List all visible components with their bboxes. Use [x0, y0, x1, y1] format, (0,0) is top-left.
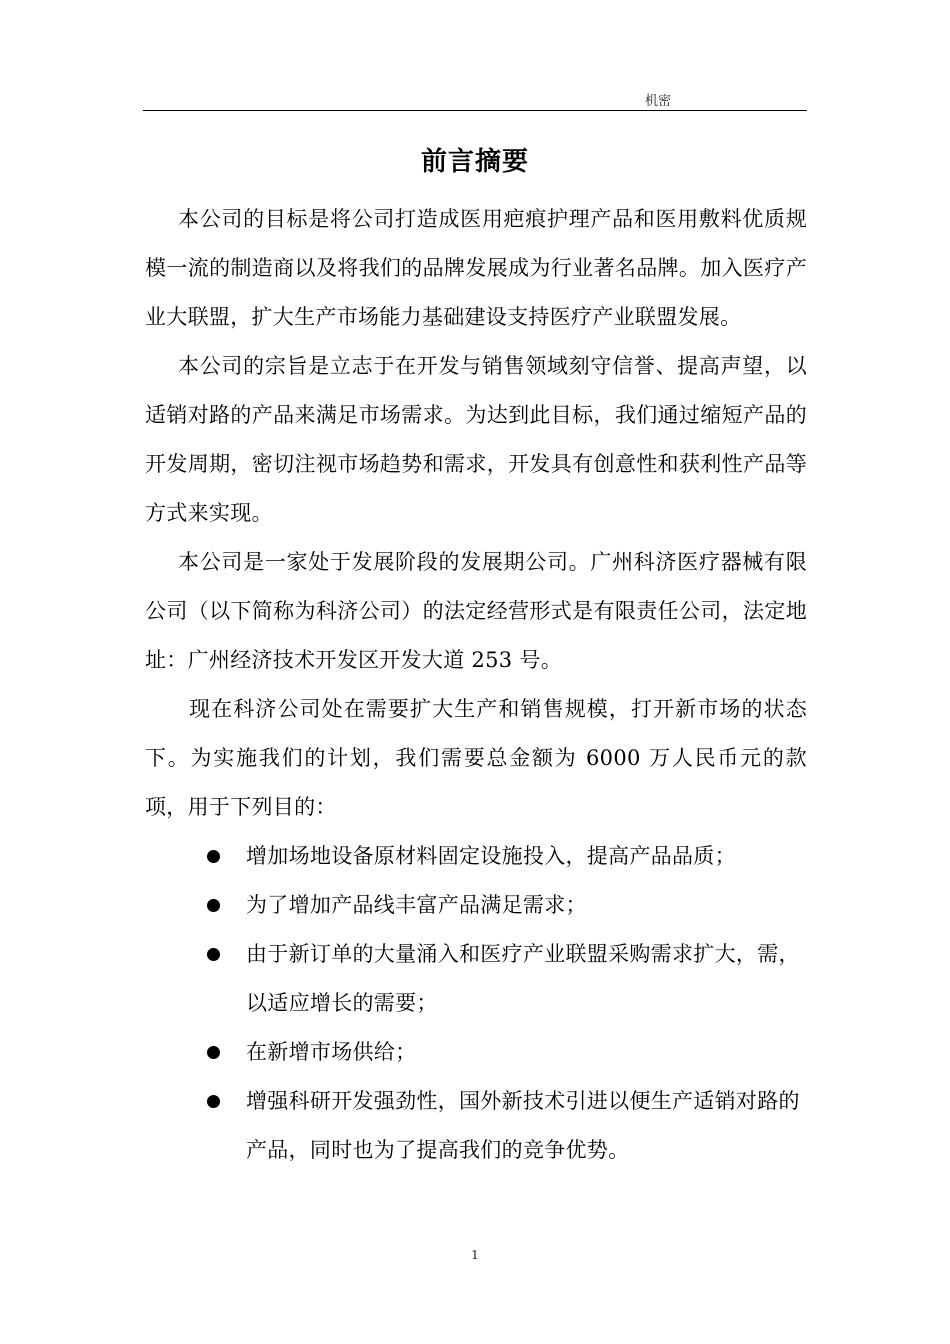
page-header	[143, 88, 807, 111]
bullet-icon	[207, 1046, 220, 1059]
document-body	[145, 195, 807, 1175]
bullet-icon	[207, 850, 220, 863]
paragraph-goal: 本公司的目标是将公司打造成医用疤痕护理产品和医用敷料优质规模一流的制造商以及将我们的品牌发展成为行业著名品牌。加入医疗产业大联盟，扩大生产市场能力基础建设支持医疗产业联盟发展。	[145, 207, 807, 329]
list-item-text: 增强科研开发强劲性，国外新技术引进以便生产适销对路的产品，同时也为了提高我们的竞争优势。	[246, 1089, 800, 1162]
list-item	[145, 881, 807, 930]
paragraph-funding: 现在科济公司处在需要扩大生产和销售规模，打开新市场的状态下。为实施我们的计划，我们需要总金额为 6000 万人民币元的款项，用于下列目的：	[145, 697, 807, 819]
page-number: 1	[471, 1248, 479, 1262]
bullet-icon	[207, 948, 220, 961]
list-item-text: 在新增市场供给；	[246, 1040, 417, 1064]
page-title: 前言摘要	[420, 147, 529, 177]
paragraph-mission: 本公司的宗旨是立志于在开发与销售领域刻守信誉、提高声望，以适销对路的产品来满足市场需求。为达到此目标，我们通过缩短产品的开发周期，密切注视市场趋势和需求，开发具有创意性和获利性产品等方式来实现。	[145, 354, 807, 525]
list-item-text: 增加场地设备原材料固定设施投入，提高产品品质；	[246, 844, 736, 868]
bullet-icon	[207, 899, 220, 912]
confidential-label: 机密	[644, 94, 671, 109]
list-item	[145, 1028, 807, 1077]
bullet-icon	[207, 1095, 220, 1108]
paragraph-company-info: 本公司是一家处于发展阶段的发展期公司。广州科济医疗器械有限公司（以下简称为科济公司）的法定经营形式是有限责任公司，法定地址：广州经济技术开发区开发大道 253 号。	[145, 550, 807, 672]
list-item	[145, 1077, 807, 1175]
list-item-text: 为了增加产品线丰富产品满足需求；	[246, 893, 587, 917]
list-item	[145, 832, 807, 881]
list-item	[145, 930, 807, 1028]
funding-purpose-list	[145, 832, 807, 1175]
list-item-text: 由于新订单的大量涌入和医疗产业联盟采购需求扩大，需，以适应增长的需要；	[246, 942, 800, 1015]
